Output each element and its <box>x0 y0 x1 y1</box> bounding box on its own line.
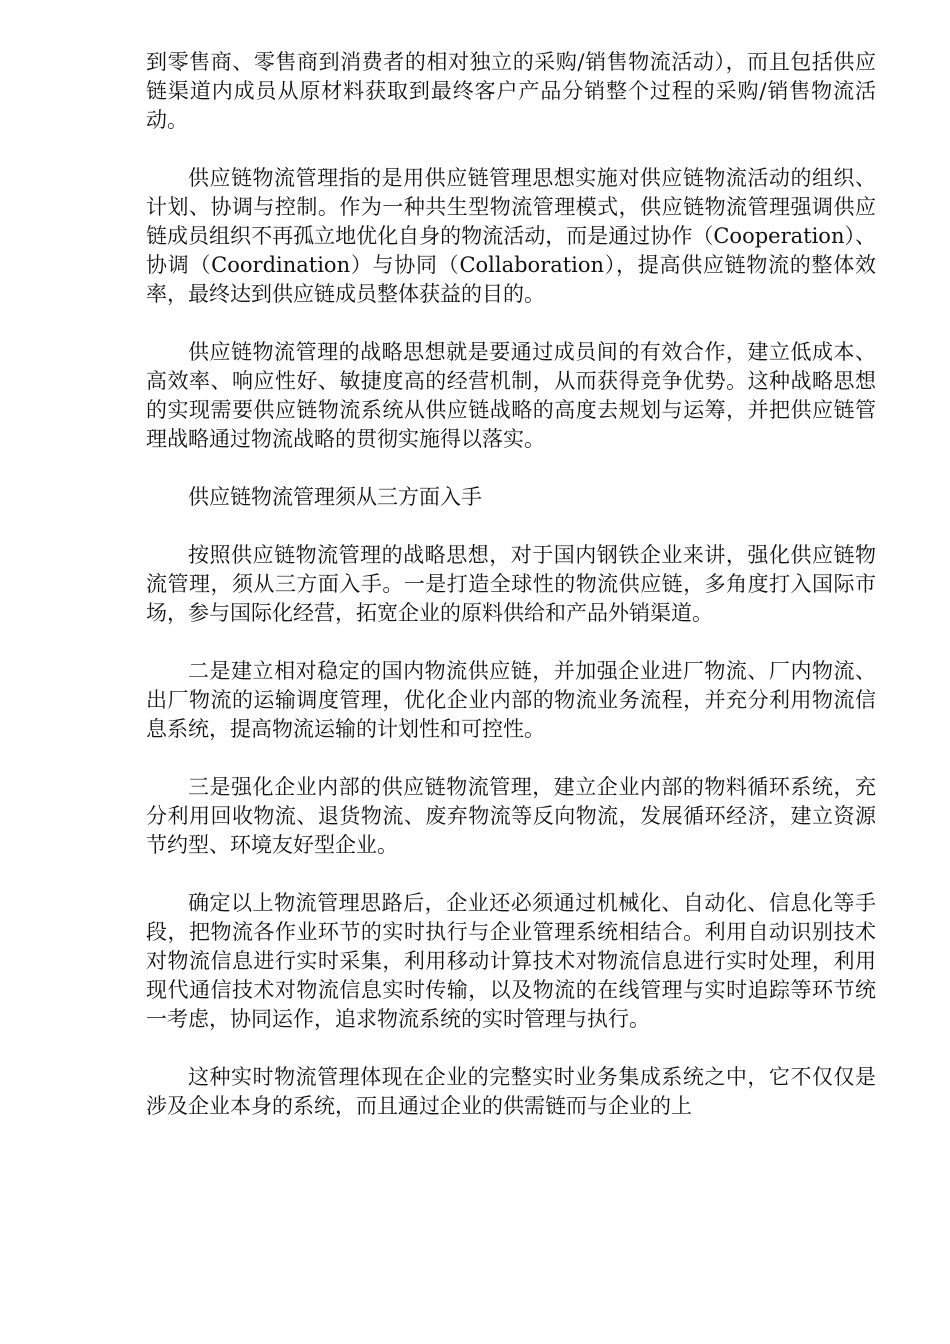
paragraph-definition: 供应链物流管理指的是用供应链管理思想实施对供应链物流活动的组织、计划、协调与控制。作为一种共生型物流管理模式，供应链物流管理强调供应链成员组织不再孤立地优化自身的物流活动，而是通过协作（Cooperation）、协调（Coordination）与协同（Collaboration），提高供应链物流的整体效率，最终达到供应链成员整体获益的目的。 <box>146 166 876 306</box>
paragraph-implementation: 确定以上物流管理思路后，企业还必须通过机械化、自动化、信息化等手段，把物流各作业环节的实时执行与企业管理系统相结合。利用自动识别技术对物流信息进行实时采集，利用移动计算技术对物流信息进行实时处理，利用现代通信技术对物流信息实时传输，以及物流的在线管理与实时追踪等环节统一考虑，协同运作，追求物流系统的实时管理与执行。 <box>146 891 876 1031</box>
document-body <box>146 48 876 1150</box>
paragraph-realtime: 这种实时物流管理体现在企业的完整实时业务集成系统之中，它不仅仅是涉及企业本身的系统，而且通过企业的供需链而与企业的上 <box>146 1065 876 1118</box>
section-heading: 供应链物流管理须从三方面入手 <box>188 485 482 509</box>
paragraph-continuation: 到零售商、零售商到消费者的相对独立的采购/销售物流活动），而且包括供应链渠道内成员从原材料获取到最终客户产品分销整个过程的采购/销售物流活动。 <box>146 50 876 132</box>
paragraph-approach-1: 按照供应链物流管理的战略思想，对于国内钢铁企业来讲，强化供应链物流管理，须从三方面入手。一是打造全球性的物流供应链，多角度打入国际市场，参与国际化经营，拓宽企业的原料供给和产品外销渠道。 <box>146 543 876 625</box>
paragraph-approach-2: 二是建立相对稳定的国内物流供应链，并加强企业进厂物流、厂内物流、出厂物流的运输调度管理，优化企业内部的物流业务流程，并充分利用物流信息系统，提高物流运输的计划性和可控性。 <box>146 659 876 741</box>
paragraph-approach-3: 三是强化企业内部的供应链物流管理，建立企业内部的物料循环系统，充分利用回收物流、退货物流、废弃物流等反向物流，发展循环经济，建立资源节约型、环境友好型企业。 <box>146 775 876 857</box>
paragraph-strategy: 供应链物流管理的战略思想就是要通过成员间的有效合作，建立低成本、高效率、响应性好、敏捷度高的经营机制，从而获得竞争优势。这种战略思想的实现需要供应链物流系统从供应链战略的高度去规划与运筹，并把供应链管理战略通过物流战略的贯彻实施得以落实。 <box>146 340 876 451</box>
